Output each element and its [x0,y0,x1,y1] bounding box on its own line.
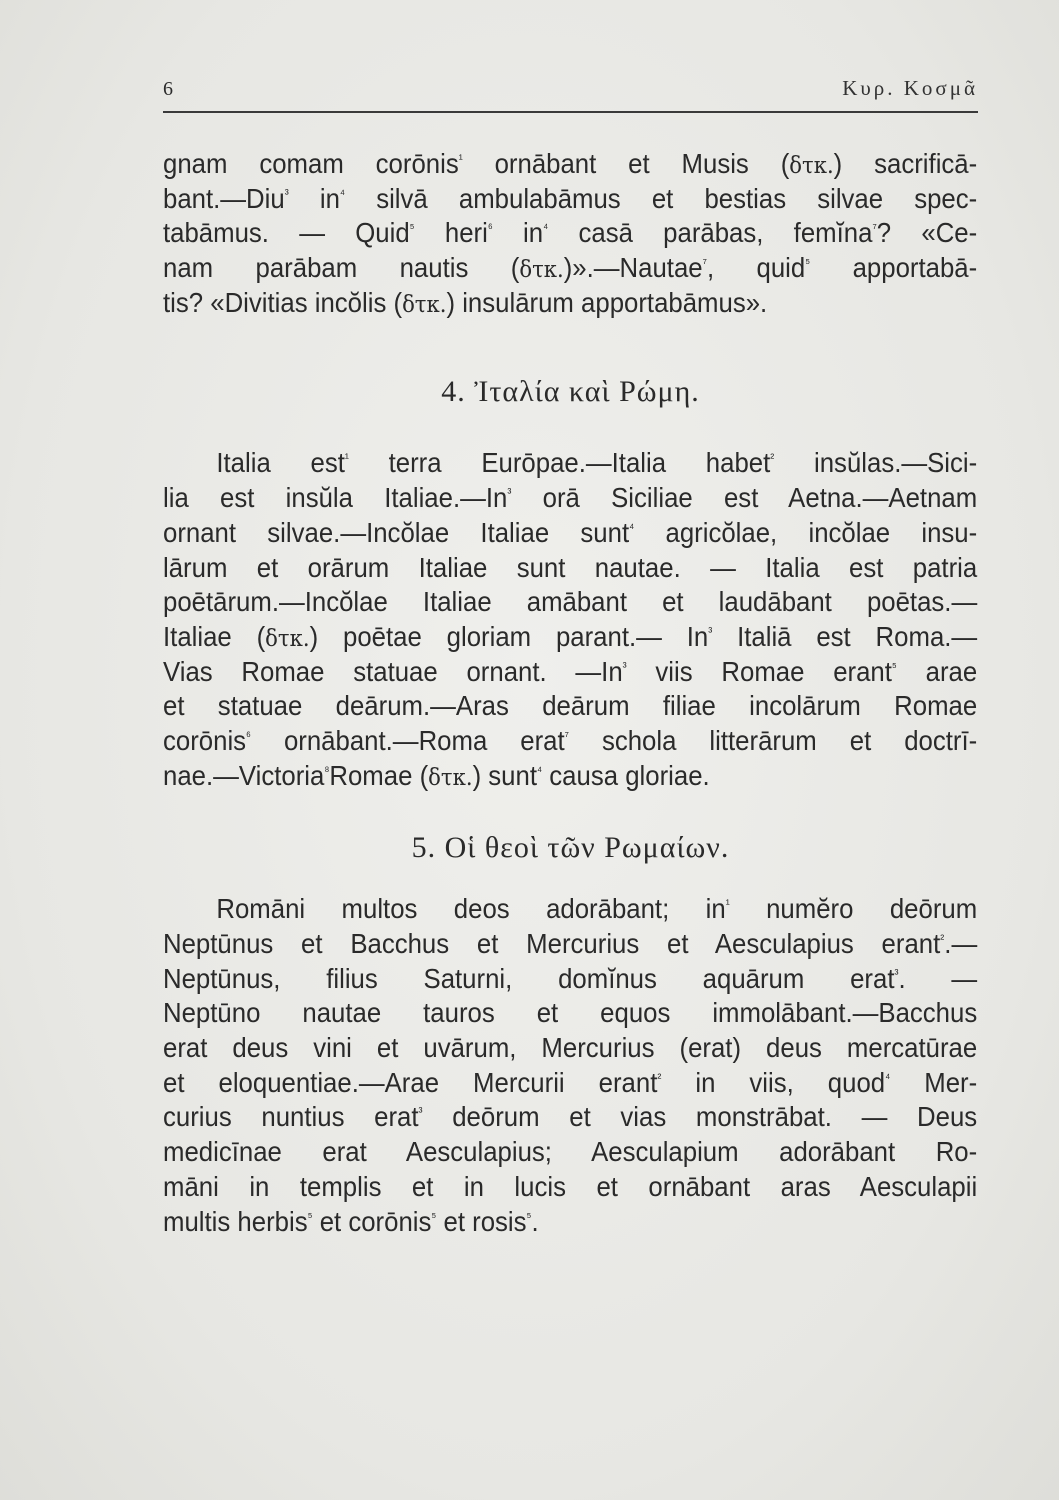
text-run: Mer- [890,1066,978,1098]
section-heading-italia: 4. Ἰταλία καὶ Ρώμη. [441,375,700,409]
text-run: et statuae deārum.—Aras deārum filiae incolārum Romae [163,690,978,722]
page-body [163,147,978,1239]
text-line [163,1135,977,1170]
footnote-marker: ³ [418,1104,423,1120]
text-run: causa gloriae. [542,759,710,791]
footnote-marker: ² [770,450,775,466]
text-run: numĕro deōrum [729,893,978,925]
text-line [163,962,977,997]
footnote-marker: ⁷ [564,727,569,743]
text-run: Vias Romae statuae ornant. —In [163,655,623,687]
text-run: terra Eurōpae.—Italia habet [348,447,771,479]
text-line [163,446,977,481]
footnote-marker: ⁵ [431,1208,437,1224]
text-run: et eloquentiae.—Arae Mercurii erant [163,1066,658,1098]
text-run: Neptūno nautae tauros et equos immolābant.—Bacchus [163,997,978,1029]
text-run: et corōnis [312,1205,432,1237]
text-run: Neptūnus et Bacchus et Mercurius et Aesculapius erant [163,928,941,959]
text-line [163,1100,977,1135]
section-2-text [163,446,978,793]
text-run: erat deus vini et uvārum, Mercurius (erat) deus mercatūrae [163,1032,978,1064]
greek-abbreviation: δτκ. [402,291,447,318]
footnote-marker: ⁷ [872,220,877,236]
footnote-marker: ⁵ [409,220,415,236]
text-line [163,1205,977,1240]
footnote-marker: ¹ [725,896,730,912]
text-line [163,147,977,182]
text-run: tis? «Divitias incŏlis ( [163,286,403,318]
text-run: casā parābas, femĭna [548,217,873,249]
footnote-marker: ¹ [458,151,463,166]
greek-abbreviation: δτκ. [519,257,564,284]
page-header [163,74,978,104]
text-line [163,620,977,655]
text-line [163,481,977,516]
text-line [163,996,977,1031]
footnote-marker: ³ [708,623,713,639]
text-line [163,689,977,724]
text-line [163,759,977,794]
text-run: arae [896,655,978,687]
text-run: tabāmus. — Quid [163,217,410,249]
footnote-marker: ³ [622,658,627,674]
text-run: et rosis [436,1205,527,1237]
text-line [163,655,977,690]
footnote-marker: ³ [894,965,899,981]
text-run: māni in templis et in lucis et ornābant aras Aesculapii [163,1170,978,1202]
text-run: medicīnae erat Aesculapius; Aesculapium adorābant Ro- [163,1136,978,1168]
footnote-marker: ⁵ [805,255,811,271]
text-run: . — [898,962,978,994]
text-run: poētārum.—Incŏlae Italiae amābant et laudābant poētas.— [163,586,978,618]
running-head: Κυρ. Κοσμᾶ [842,76,978,100]
text-run: Italia est [216,447,345,479]
footnote-marker: ² [657,1069,662,1085]
header-rule [163,111,978,113]
text-line [163,724,977,759]
footnote-marker: ⁴ [629,519,635,535]
text-run: .— [944,928,978,959]
text-run: apportabā- [810,252,978,284]
text-run: heri [414,217,488,249]
text-run: corōnis [163,724,247,756]
footnote-marker: ⁷ [702,255,707,271]
text-run: nae.—Victoria [163,759,325,791]
text-line [163,182,977,217]
section-3-text [163,892,978,1239]
text-run: , quid [706,252,806,284]
footnote-marker: ⁵ [307,1208,313,1224]
text-run: ) poētae gloriam parant.— In [309,620,709,652]
text-run: ) insulārum apportabāmus». [446,286,768,318]
text-run: ? «Ce- [876,217,978,249]
text-run: )».—Nautae [563,252,703,284]
text-run: in [492,217,544,249]
text-run: schola litterārum et doctrī- [568,724,978,756]
footnote-marker: ⁶ [487,220,493,236]
footnote-marker: ⁶ [246,727,251,743]
greek-abbreviation: δτκ. [789,153,834,179]
text-run: in [288,182,340,214]
text-run: curius nuntius erat [163,1101,419,1133]
text-run: nam parābam nautis ( [163,252,520,284]
text-run: Italiā est Roma.— [712,620,978,652]
section-1-text [163,147,978,320]
text-run: multis herbis [163,1205,308,1237]
footnote-marker: ⁸ [324,762,330,778]
text-run: ornābant.—Roma erat [250,724,565,756]
text-run: ) sunt [472,759,537,791]
text-line [163,286,977,321]
text-line [163,1170,977,1205]
text-run: Romae ( [329,759,429,791]
text-run: Italiae ( [163,620,266,652]
text-run: in viis, quod [661,1066,886,1098]
text-line [163,585,977,620]
text-run: Neptūnus, filius Saturni, domĭnus aquārum erat [163,962,895,994]
text-run: silvā ambulabāmus et bestias silvae spec- [345,182,978,214]
text-run: insŭlas.—Sici- [774,447,978,479]
text-run: lārum et orārum Italiae sunt nautae. — Italia est patria [163,551,978,583]
footnote-marker: ⁴ [536,762,543,778]
text-run: bant.—Diu [163,182,285,214]
text-run: deōrum et vias monstrābat. — Deus [422,1101,978,1133]
text-line [163,1031,977,1066]
text-run: orā Siciliae est Aetna.—Aetnam [511,482,978,514]
text-line [163,516,977,551]
text-line [163,1066,977,1101]
text-line [163,927,977,962]
footnote-marker: ³ [284,185,289,201]
text-run: ornant silvae.—Incŏlae Italiae sunt [163,516,630,548]
text-run: . [531,1205,539,1237]
text-line [163,216,977,251]
text-run: Romāni multos deos adorābant; in [216,893,726,925]
page-number: 6 [163,78,173,100]
text-line [163,251,977,286]
footnote-marker: ⁵ [891,658,897,674]
text-run: gnam comam corōnis [163,148,459,179]
text-run: viis Romae erant [626,655,892,687]
footnote-marker: ⁵ [526,1208,532,1224]
footnote-marker: ² [940,931,945,946]
footnote-marker: ⁴ [339,185,346,201]
text-run: ornābant et Musis ( [462,148,790,179]
footnote-marker: ¹ [344,450,349,466]
footnote-marker: ³ [507,485,512,501]
footnote-marker: ⁴ [885,1069,891,1085]
text-line [163,892,977,927]
footnote-marker: ⁴ [543,220,549,236]
text-run: agricŏlae, incŏlae insu- [634,516,978,548]
greek-abbreviation: δτκ. [428,764,473,791]
text-run: ) sacrificā- [833,148,978,179]
section-heading-theoi: 5. Οἱ θεοὶ τῶν Ρωμαίων. [411,831,730,865]
text-line [163,551,977,586]
text-run: lia est insŭla Italiae.—In [163,482,508,514]
greek-abbreviation: δτκ. [265,625,310,652]
